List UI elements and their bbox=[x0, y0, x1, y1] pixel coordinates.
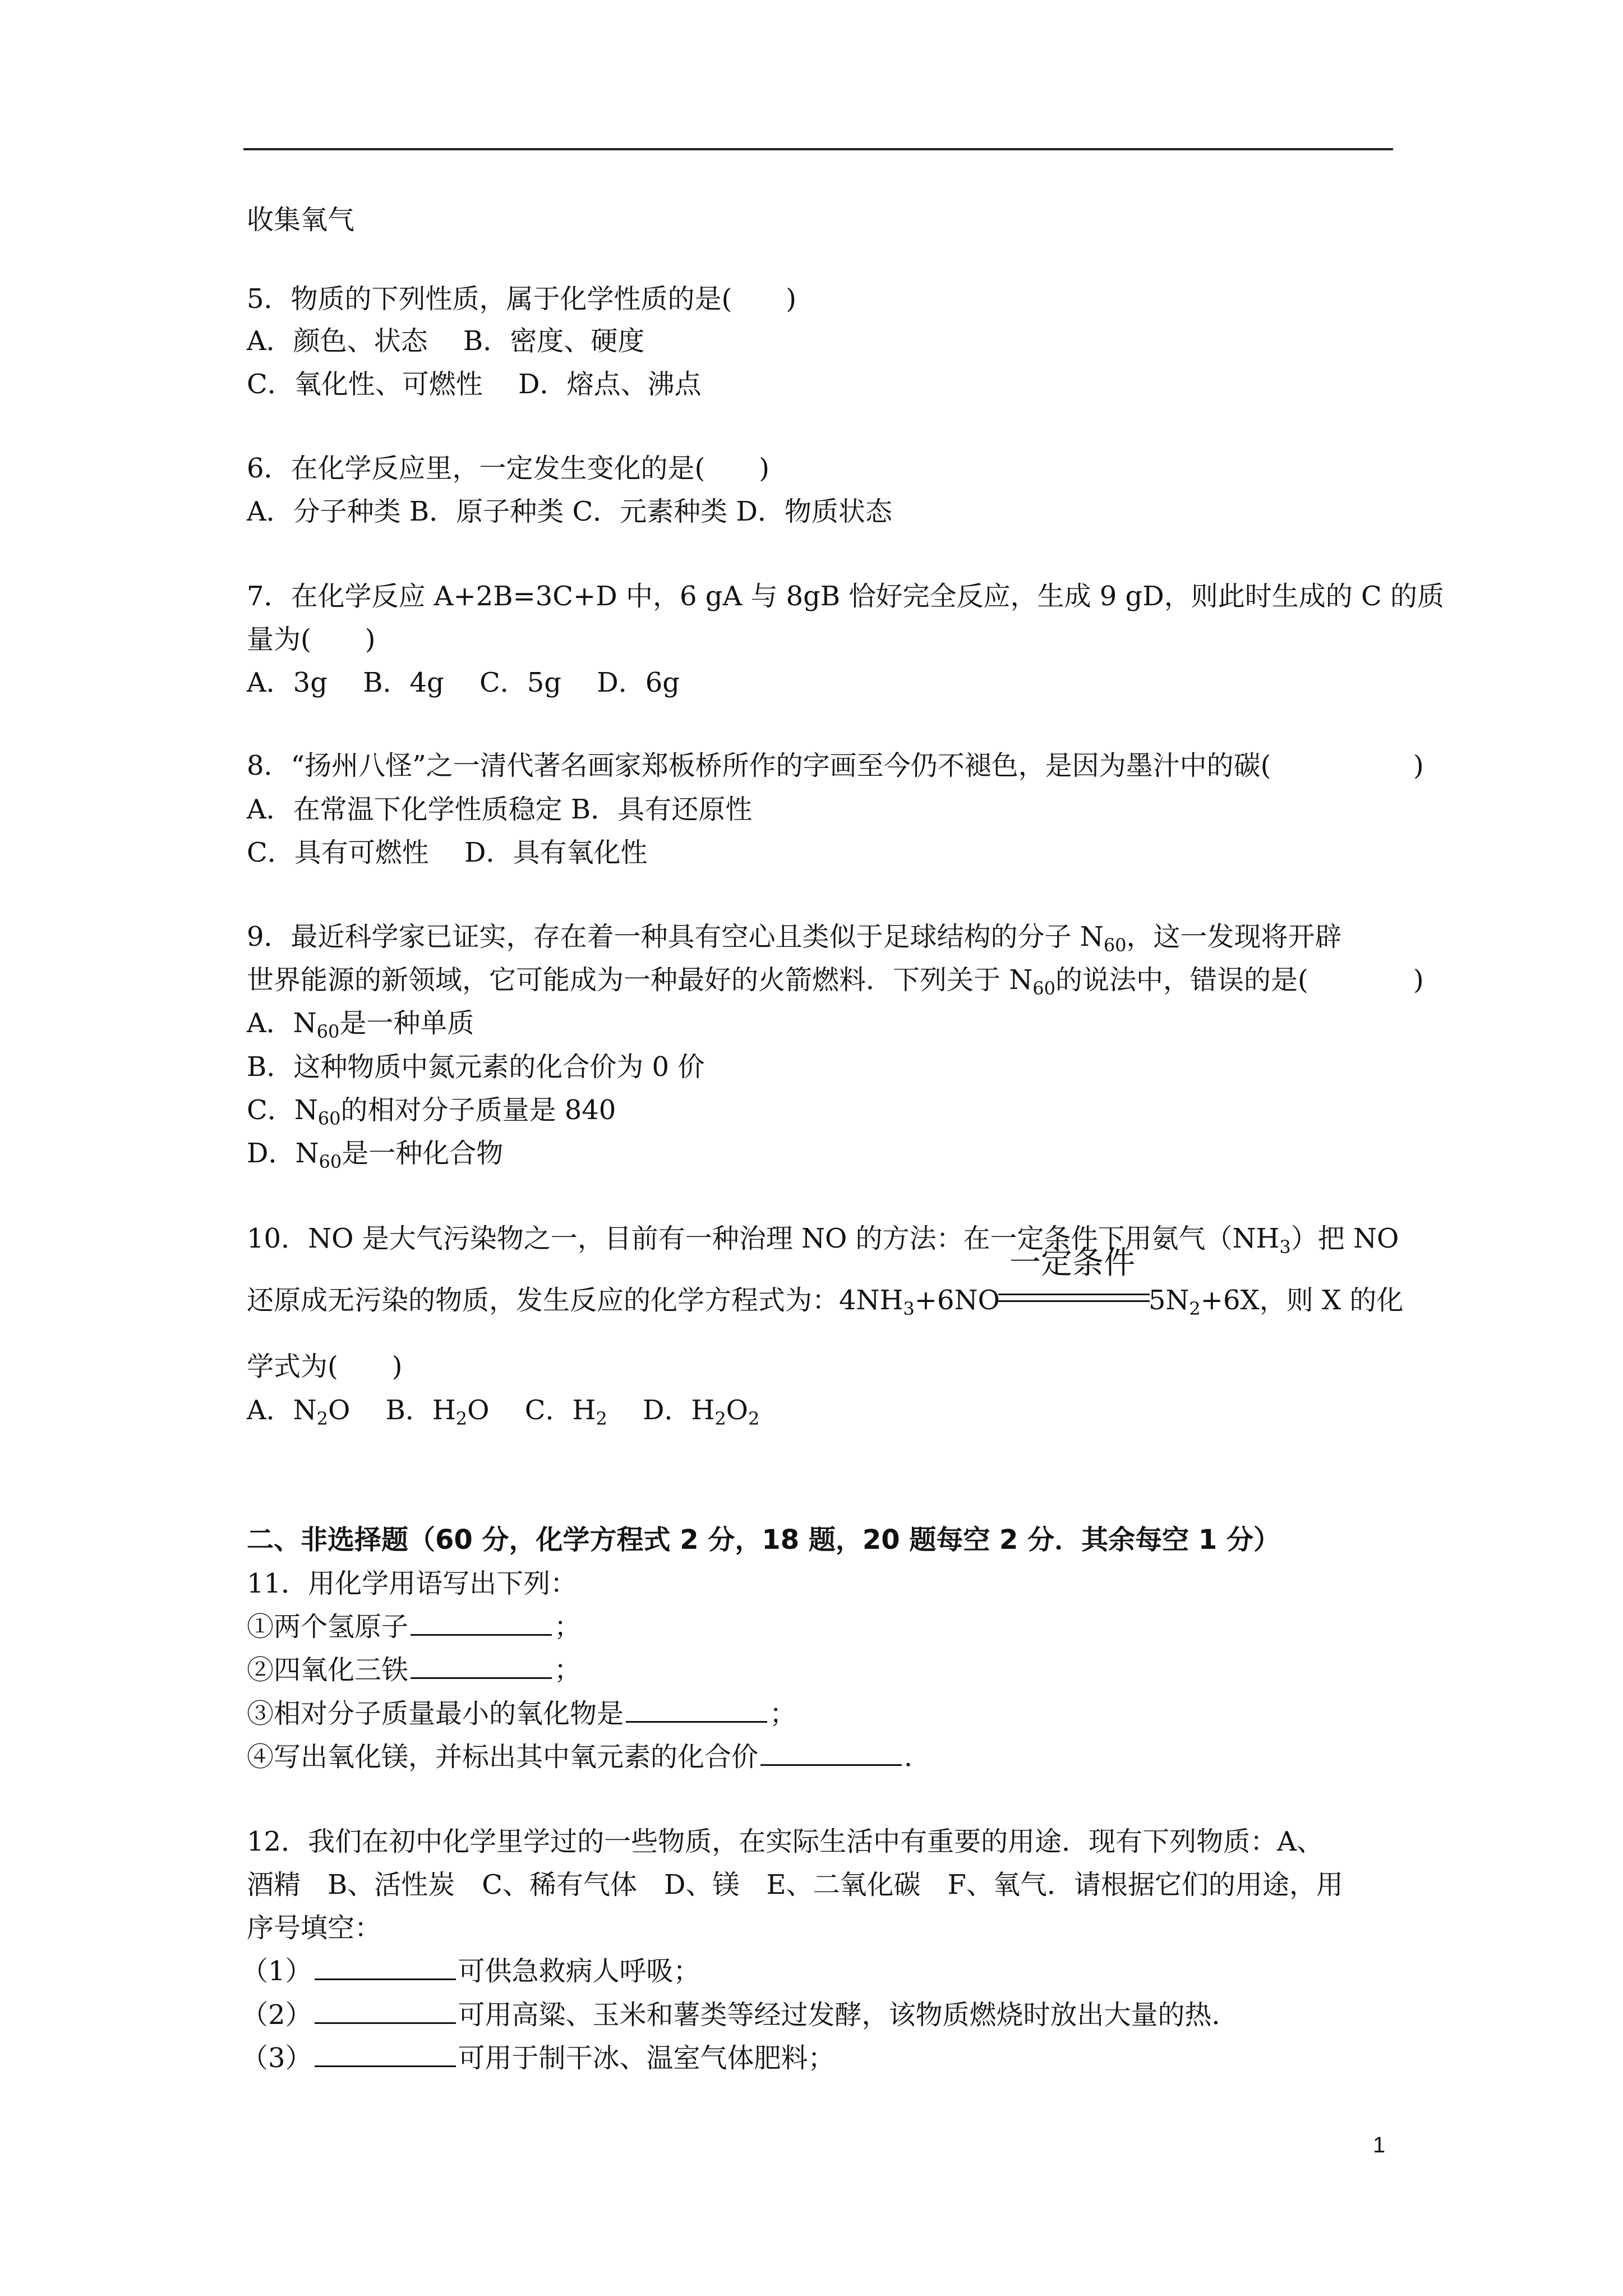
question-8-rparen: ) bbox=[1413, 750, 1424, 781]
question-9-option-c: C．$N_{60}$的相对分子质量是 840 bbox=[247, 1094, 616, 1129]
question-11-item-4: ④写出氧化镁，并标出其中氧元素的化合价 ． bbox=[247, 1741, 932, 1773]
reaction-condition-label: 一定条件 bbox=[1009, 1245, 1135, 1281]
question-9-option-d: D．$N_{60}$是一种化合物 bbox=[247, 1138, 504, 1172]
question-10-line-3: 学式为( ) bbox=[247, 1351, 403, 1382]
question-12-line-1: 12．我们在初中化学里学过的一些物质，在实际生活中有重要的用途．现有下列物质：A、 bbox=[247, 1826, 1324, 1857]
question-11: 11．用化学用语写出下列： bbox=[247, 1568, 578, 1599]
question-9-line-2: 世界能源的新领域，它可能成为一种最好的火箭燃料．下列关于 $N_{60}$的说法中，错误的是( bbox=[247, 964, 1362, 999]
question-6-options: A．分子种类 B．原子种类 C．元素种类 D．物质状态 bbox=[247, 496, 892, 527]
question-7-options: A．3g B．4g C．5g D．6g bbox=[247, 667, 680, 698]
question-6: 6．在化学反应里，一定发生变化的是( ) bbox=[247, 453, 769, 484]
text-line: 收集氧气 bbox=[247, 204, 355, 236]
question-7: 7．在化学反应 A+2B=3C+D 中，6 gA 与 8gB 恰好完全反应，生成 9 gD，则此时生成的 C 的质 bbox=[247, 581, 1444, 612]
question-9-line-1: 9．最近科学家已证实，存在着一种具有空心且类似于足球结构的分子 $N_{60}$，这一发现将开辟 bbox=[247, 921, 1342, 956]
question-5-options-ab: A．颜色、状态 B．密度、硬度 bbox=[247, 325, 645, 357]
question-8-options-cd: C．具有可燃性 D．具有氧化性 bbox=[247, 837, 648, 868]
equation-double-line-bottom bbox=[998, 1300, 1150, 1302]
header-rule bbox=[243, 148, 1393, 150]
page-number: 1 bbox=[1373, 2133, 1386, 2157]
answer-blank[interactable] bbox=[411, 1655, 552, 1679]
question-11-item-3: ③相对分子质量最小的氧化物是 ； bbox=[247, 1698, 797, 1729]
question-9-rparen: ) bbox=[1413, 964, 1424, 996]
question-7-cont: 量为( ) bbox=[247, 624, 376, 655]
question-12-item-2: （2） 可用高粱、玉米和薯类等经过发酵，该物质燃烧时放出大量的热． bbox=[241, 1999, 1239, 2031]
question-12-line-3: 序号填空： bbox=[247, 1912, 382, 1944]
question-5: 5．物质的下列性质，属于化学性质的是( ) bbox=[247, 283, 796, 315]
question-10-line-2: 还原成无污染的物质，发生反应的化学方程式为：$4NH_3+6NO$ $5N_2+6X$，则 X 的化 bbox=[247, 1285, 1404, 1319]
question-12-item-1: （1） 可供急救病人呼吸； bbox=[241, 1955, 700, 1987]
section-2-heading: 二、非选择题（60 分，化学方程式 2 分，18 题，20 题每空 2 分．其余每空 1 分） bbox=[247, 1524, 1280, 1556]
question-12-line-2: 酒精 B、活性炭 C、稀有气体 D、镁 E、二氧化碳 F、氧气．请根据它们的用途，用 bbox=[247, 1869, 1343, 1901]
question-11-item-2: ②四氧化三铁 ； bbox=[247, 1654, 582, 1686]
answer-blank[interactable] bbox=[315, 2000, 456, 2024]
question-5-options-cd: C．氧化性、可燃性 D．熔点、沸点 bbox=[247, 369, 702, 400]
equation-double-line-top bbox=[998, 1294, 1150, 1295]
answer-blank[interactable] bbox=[315, 1956, 456, 1980]
question-9-option-a: A．$N_{60}$是一种单质 bbox=[247, 1007, 474, 1042]
question-9-option-b: B．这种物质中氮元素的化合价为 0 价 bbox=[247, 1051, 705, 1083]
question-8: 8．“扬州八怪”之一清代著名画家郑板桥所作的字画至今仍不褪色，是因为墨汁中的碳( bbox=[247, 750, 1325, 781]
answer-blank[interactable] bbox=[411, 1612, 552, 1636]
answer-blank[interactable] bbox=[626, 1699, 767, 1723]
question-10-options: A．$N_2O$ B．$H_2O$ C．$H_2$ D．$H_2O_2$ bbox=[247, 1395, 760, 1429]
answer-blank[interactable] bbox=[315, 2043, 456, 2067]
answer-blank[interactable] bbox=[760, 1742, 902, 1766]
question-10-line-1: 10．NO 是大气污染物之一，目前有一种治理 NO 的方法：在一定条件下用氨气$(NH_3)$把 NO bbox=[247, 1223, 1399, 1258]
question-8-options-ab: A．在常温下化学性质稳定 B．具有还原性 bbox=[247, 794, 753, 825]
question-12-item-3: （3） 可用于制干冰、温室气体肥料； bbox=[241, 2042, 835, 2074]
question-11-item-1: ①两个氢原子 ； bbox=[247, 1611, 582, 1642]
